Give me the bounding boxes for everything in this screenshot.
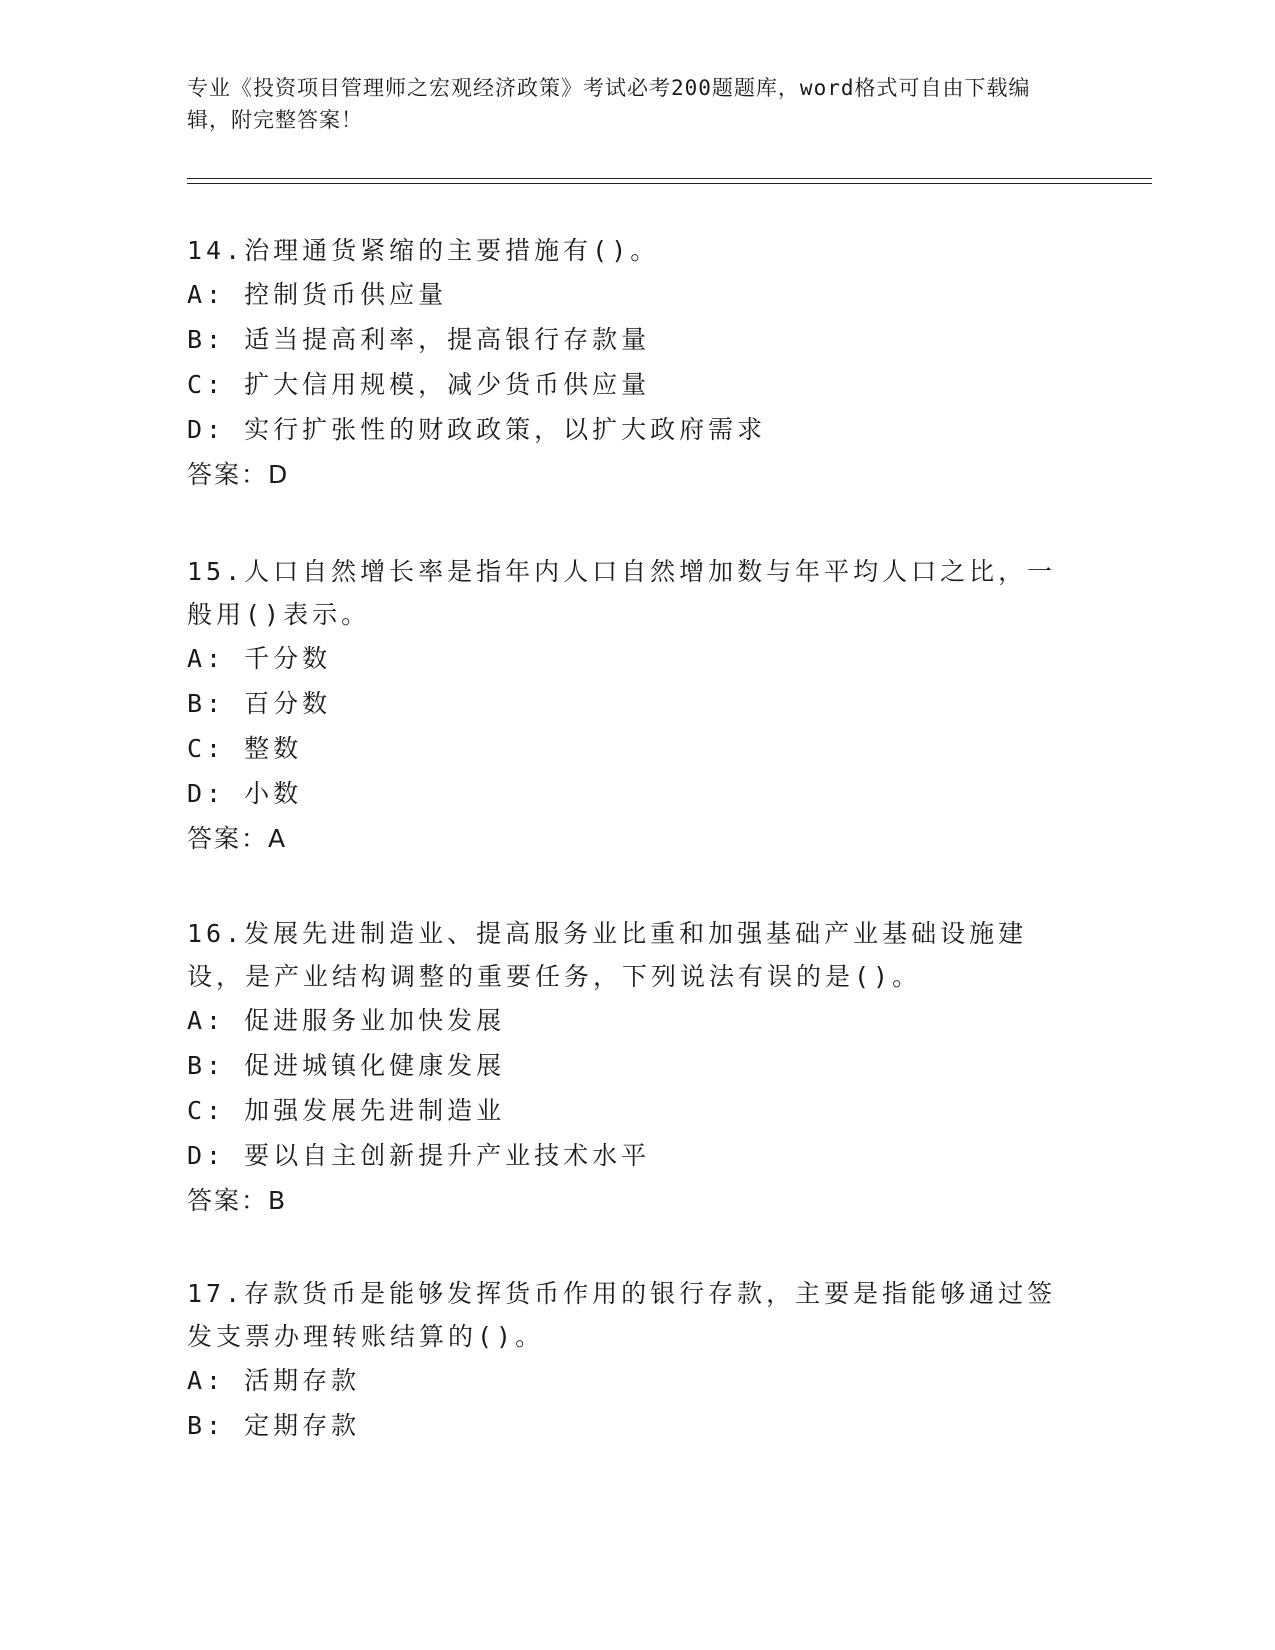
option-a: A: 控制货币供应量 — [187, 280, 448, 309]
option-b: B: 促进城镇化健康发展 — [187, 1051, 506, 1080]
option-a: A: 千分数 — [187, 644, 332, 673]
question-16 — [187, 912, 1067, 1223]
answer-line — [187, 452, 1067, 497]
answer-label: 答案： — [187, 1186, 269, 1215]
answer-line — [187, 816, 1067, 861]
answer-label: 答案： — [187, 460, 269, 489]
question-17 — [187, 1272, 1067, 1448]
question-stem: 14.治理通货紧缩的主要措施有()。 — [187, 236, 660, 265]
option-d: D: 小数 — [187, 779, 303, 808]
option-d: D: 实行扩张性的财政政策，以扩大政府需求 — [187, 415, 767, 444]
answer-value: D — [268, 460, 289, 489]
answer-line — [187, 1178, 1067, 1223]
option-c: C: 整数 — [187, 734, 303, 763]
option-c: C: 扩大信用规模，减少货币供应量 — [187, 370, 651, 399]
option-c: C: 加强发展先进制造业 — [187, 1096, 506, 1125]
question-15 — [187, 550, 1067, 861]
question-stem: 15.人口自然增长率是指年内人口自然增加数与年平均人口之比，一般用()表示。 — [187, 557, 1057, 629]
header-divider-bottom — [187, 183, 1152, 184]
question-stem: 17.存款货币是能够发挥货币作用的银行存款，主要是指能够通过签发支票办理转账结算的()。 — [187, 1279, 1057, 1351]
option-b: B: 适当提高利率，提高银行存款量 — [187, 325, 651, 354]
answer-value: A — [268, 824, 287, 853]
option-a: A: 活期存款 — [187, 1366, 361, 1395]
answer-value: B — [268, 1186, 287, 1215]
option-d: D: 要以自主创新提升产业技术水平 — [187, 1141, 651, 1170]
question-14 — [187, 229, 1067, 497]
answer-label: 答案： — [187, 824, 269, 853]
option-b: B: 定期存款 — [187, 1411, 361, 1440]
question-stem: 16.发展先进制造业、提高服务业比重和加强基础产业基础设施建设，是产业结构调整的重要任务，下列说法有误的是()。 — [187, 919, 1028, 991]
option-a: A: 促进服务业加快发展 — [187, 1006, 506, 1035]
option-b: B: 百分数 — [187, 689, 332, 718]
header-divider-top — [187, 178, 1152, 179]
document-intro-text: 专业《投资项目管理师之宏观经济政策》考试必考200题题库，word格式可自由下载编辑，附完整答案！ — [187, 76, 1031, 132]
